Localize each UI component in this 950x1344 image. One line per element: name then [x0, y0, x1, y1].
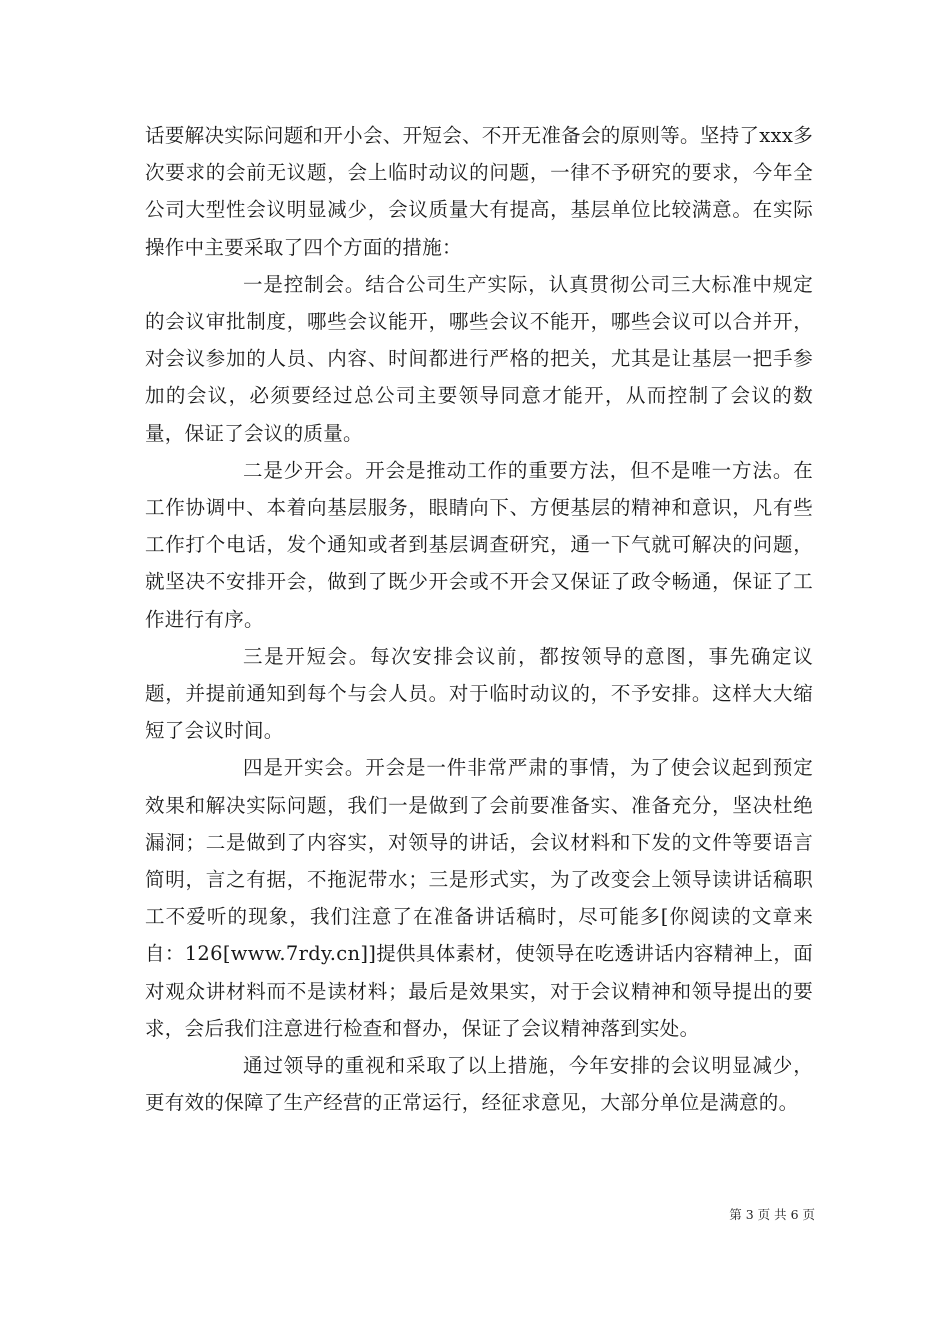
- paragraph-fewer-meetings: 二是少开会。开会是推动工作的重要方法，但不是唯一方法。在工作协调中、本着向基层服务，眼睛向下、方便基层的精神和意识，凡有些工作打个电话，发个通知或者到基层调查研究，通一下气就可解决的问题，就坚决不安排开会，做到了既少开会或不开会又保证了政令畅通，保证了工作进行有序。: [145, 458, 813, 631]
- paragraph-practical-meetings: 四是开实会。开会是一件非常严肃的事情，为了使会议起到预定效果和解决实际问题，我们一是做到了会前要准备实、准备充分，坚决杜绝漏洞；二是做到了内容实，对领导的讲话，会议材料和下发的文件等要语言简明，言之有据，不拖泥带水；三是形式实，为了改变会上领导读讲话稿职工不爱听的现象，我们注意了在准备讲话稿时，尽可能多[你阅读的文章来自：126[www.7rdy.cn]]提供具体素材，使领导在吃透讲话内容精神上，面对观众讲材料而不是读材料；最后是效果实，对于会议精神和领导提出的要求，会后我们注意进行检查和督办，保证了会议精神落到实处。: [145, 756, 813, 1040]
- page-number-footer: 第 3 页 共 6 页: [729, 1207, 815, 1222]
- paragraph-conclusion: 通过领导的重视和采取了以上措施，今年安排的会议明显减少，更有效的保障了生产经营的正常运行，经征求意见，大部分单位是满意的。: [145, 1054, 813, 1115]
- paragraph-short-meetings: 三是开短会。每次安排会议前，都按领导的意图，事先确定议题，并提前通知到每个与会人员。对于临时动议的，不予安排。这样大大缩短了会议时间。: [145, 644, 813, 743]
- paragraph-control-meetings: 一是控制会。结合公司生产实际，认真贯彻公司三大标准中规定的会议审批制度，哪些会议能开，哪些会议不能开，哪些会议可以合并开，对会议参加的人员、内容、时间都进行严格的把关，尤其是让基层一把手参加的会议，必须要经过总公司主要领导同意才能开，从而控制了会议的数量，保证了会议的质量。: [145, 272, 813, 445]
- paragraph-intro: 话要解决实际问题和开小会、开短会、不开无准备会的原则等。坚持了xxx多次要求的会前无议题，会上临时动议的问题，一律不予研究的要求，今年全公司大型性会议明显减少，会议质量大有提高，基层单位比较满意。在实际操作中主要采取了四个方面的措施：: [145, 124, 813, 259]
- document-body: [145, 117, 813, 1121]
